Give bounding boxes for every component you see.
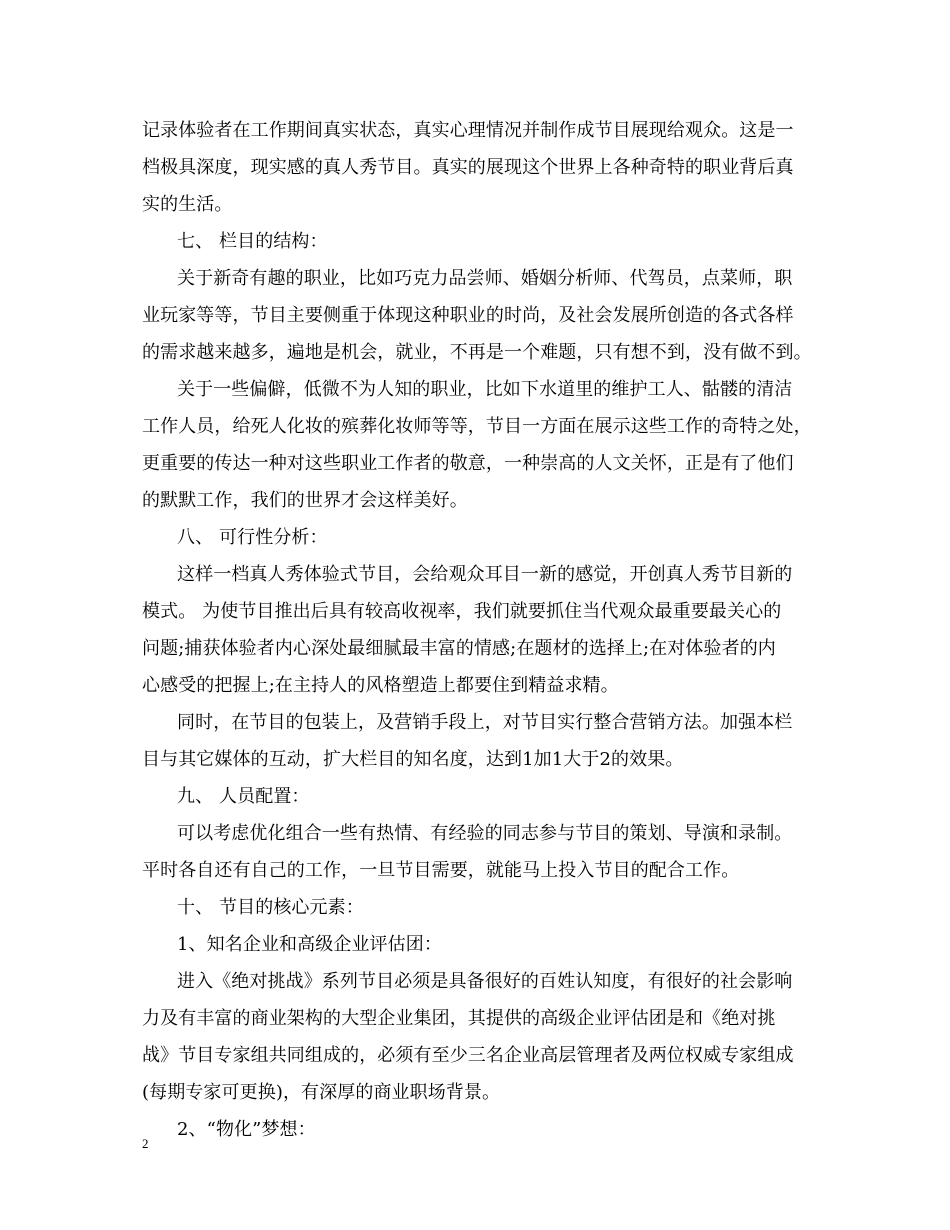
text-line: 的默默工作，我们的世界才会这样美好。: [142, 490, 468, 511]
text-line: 可以考虑优化组合一些有热情、有经验的同志参与节目的策划、导演和录制。: [177, 823, 793, 844]
page-number: 2: [142, 1136, 149, 1151]
text-line: 关于新奇有趣的职业，比如巧克力品尝师、婚姻分析师、代驾员，点菜师，职: [177, 268, 793, 289]
text-line: 更重要的传达一种对这些职业工作者的敬意，一种崇高的人文关怀，正是有了他们: [142, 453, 794, 474]
text-line: 这样一档真人秀体验式节目，会给观众耳目一新的感觉，开创真人秀节目新的: [177, 564, 793, 585]
text-line: 2、“物化”梦想：: [177, 1119, 316, 1140]
document-body: [142, 112, 820, 1148]
text-line: 模式。 为使节目推出后具有较高收视率，我们就要抓住当代观众最重要最关心的: [142, 601, 782, 622]
text-line: 平时各自还有自己的工作，一旦节目需要，就能马上投入节目的配合工作。: [142, 860, 740, 881]
text-line: 记录体验者在工作期间真实状态，真实心理情况并制作成节目展现给观众。这是一: [142, 120, 794, 141]
text-line: 九、 人员配置：: [177, 786, 310, 807]
text-line: 工作人员，给死人化妆的殡葬化妆师等等，节目一方面在展示这些工作的奇特之处，: [142, 416, 812, 437]
text-line: 问题;捕获体验者内心深处最细腻最丰富的情感;在题材的选择上;在对体验者的内: [142, 638, 776, 659]
text-line: 力及有丰富的商业架构的大型企业集团，其提供的高级企业评估团是和《绝对挑: [142, 1008, 776, 1029]
text-line: 十、 节目的核心元素：: [177, 897, 364, 918]
text-line: 心感受的把握上;在主持人的风格塑造上都要住到精益求精。: [142, 675, 619, 696]
text-line: (每期专家可更换)，有深厚的商业职场背景。: [142, 1082, 501, 1103]
text-line: 战》节目专家组共同组成的，必须有至少三名企业高层管理者及两位权威专家组成: [142, 1045, 794, 1066]
text-line: 实的生活。: [142, 194, 233, 215]
text-line: 同时，在节目的包装上，及营销手段上，对节目实行整合营销方法。加强本栏: [177, 712, 793, 733]
text-line: 关于一些偏僻，低微不为人知的职业，比如下水道里的维护工人、骷髅的清洁: [177, 379, 793, 400]
text-line: 业玩家等等，节目主要侧重于体现这种职业的时尚，及社会发展所创造的各式各样: [142, 305, 794, 326]
text-line: 八、 可行性分析：: [177, 527, 328, 548]
text-line: 1、知名企业和高级企业评估团：: [177, 934, 442, 955]
text-line: 七、 栏目的结构：: [177, 231, 328, 252]
text-line: 档极具深度，现实感的真人秀节目。真实的展现这个世界上各种奇特的职业背后真: [142, 157, 794, 178]
text-line: 目与其它媒体的互动，扩大栏目的知名度，达到1加1大于2的效果。: [142, 749, 684, 770]
text-line: 的需求越来越多，遍地是机会，就业，不再是一个难题，只有想不到，没有做不到。: [142, 342, 812, 363]
text-line: 进入《绝对挑战》系列节目必须是具备很好的百姓认知度，有很好的社会影响: [177, 971, 793, 992]
